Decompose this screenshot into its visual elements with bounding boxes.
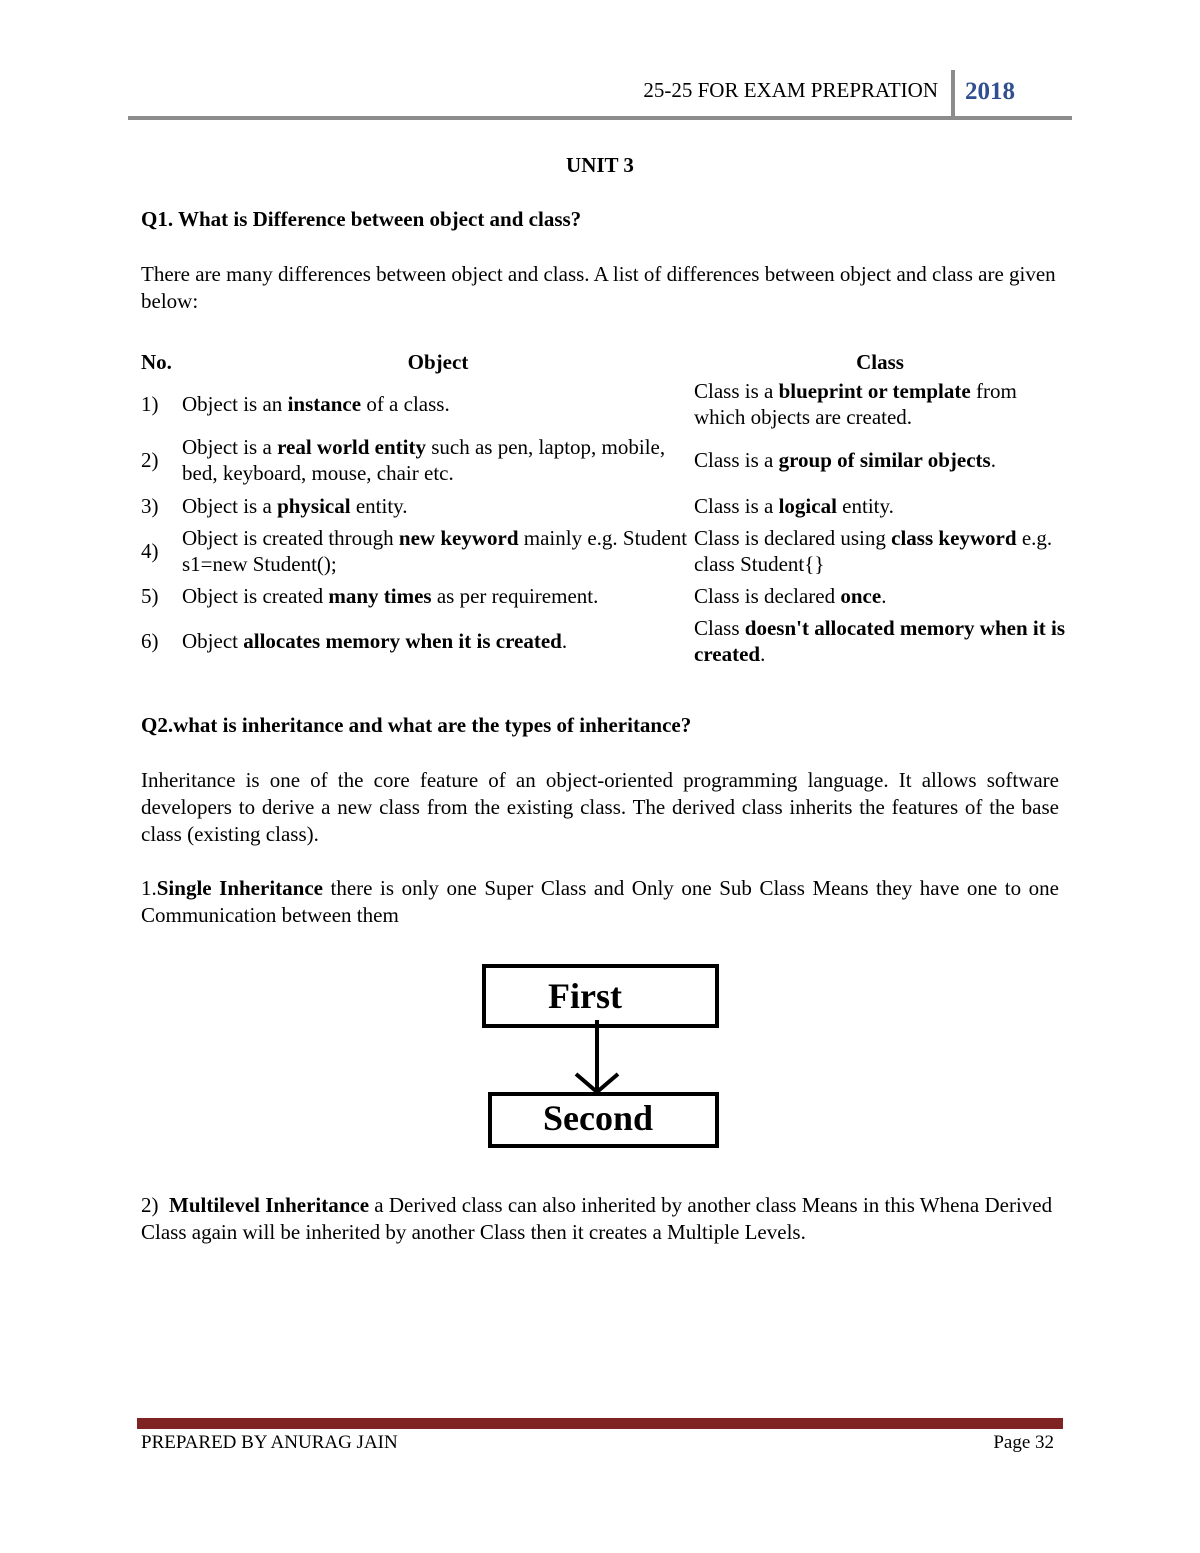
cell-class-segment: e.g. class Student{} (694, 526, 1053, 576)
header-title: 25-25 FOR EXAM PREPRATION (643, 78, 938, 102)
single-number: 1. (141, 876, 157, 900)
cell-object-segment: entity. (350, 494, 408, 518)
table-row (141, 490, 1066, 522)
page-number: Page 32 (993, 1432, 1054, 1453)
cell-class-segment: . (990, 448, 996, 472)
cell-no: 5) (141, 584, 159, 608)
header-class: Class (856, 350, 904, 374)
cell-object (182, 522, 694, 580)
cell-no: 6) (141, 629, 159, 653)
cell-object (182, 378, 694, 430)
cell-object-segment: as per requirement. (431, 584, 599, 608)
table-header-row (141, 346, 1066, 378)
cell-no: 3) (141, 494, 159, 518)
cell-class (694, 378, 1066, 430)
cell-class-segment: logical (778, 494, 837, 518)
q2-intro: Inheritance is one of the core feature of an object-oriented programming language. It allows software developers to derive a new class from the existing class. The derived class inherits the features of the base class (existing class). (141, 768, 1059, 846)
unit-title: UNIT 3 (566, 153, 634, 177)
table-row (141, 612, 1066, 670)
cell-class-segment: Class is a (694, 494, 779, 518)
single-text: there is only one Super Class and Only one Sub Class Means they have one to one Communication between them (141, 876, 1059, 927)
cell-object-segment: new keyword (398, 526, 519, 550)
cell-object-segment: real world entity (277, 435, 426, 459)
cell-class-segment: entity. (836, 494, 894, 518)
cell-class-segment: Class is a (694, 379, 779, 403)
cell-object (182, 490, 694, 522)
cell-class-segment: . (760, 642, 766, 666)
cell-object-segment: Object is created through (182, 526, 399, 550)
cell-class (694, 580, 1066, 612)
comparison-table (141, 346, 1066, 670)
cell-object-segment: Object is a (182, 494, 278, 518)
cell-class-segment: doesn't allocated memory when it is created (694, 616, 1065, 666)
cell-object (182, 612, 694, 670)
cell-no: 2) (141, 448, 159, 472)
header-rule (128, 116, 1072, 120)
cell-class-segment: Class is a (694, 448, 779, 472)
table-row (141, 378, 1066, 430)
table-body (141, 378, 1066, 670)
cell-object-segment: Object is created (182, 584, 329, 608)
cell-object-segment: mainly e.g. Student s1=new Student(); (182, 526, 688, 576)
table-row (141, 580, 1066, 612)
cell-class (694, 430, 1066, 490)
cell-object-segment: such as pen, laptop, mobile, bed, keyboard, mouse, chair etc. (182, 435, 666, 485)
cell-object-segment: of a class. (361, 392, 450, 416)
cell-object-segment: . (561, 629, 568, 653)
cell-class (694, 522, 1066, 580)
single-inheritance-diagram (480, 962, 730, 1152)
cell-class-segment: once (840, 584, 882, 608)
cell-object-segment: Object is a (182, 435, 278, 459)
multilevel-term: Multilevel Inheritance (169, 1193, 370, 1217)
multilevel-inheritance-paragraph (141, 1192, 1059, 1246)
cell-class-segment: group of similar objects (778, 448, 991, 472)
cell-object-segment: Object (182, 629, 244, 653)
cell-object-segment: instance (287, 392, 362, 416)
cell-no: 1) (141, 392, 159, 416)
header-separator (951, 70, 955, 118)
single-inheritance-paragraph (141, 875, 1059, 929)
cell-object-segment: physical (277, 494, 351, 518)
cell-object-segment: many times (328, 584, 432, 608)
table-row (141, 430, 1066, 490)
header-object: Object (407, 350, 469, 374)
cell-no: 4) (141, 539, 159, 563)
cell-class (694, 490, 1066, 522)
cell-object (182, 430, 694, 490)
header-year: 2018 (965, 78, 1015, 105)
footer-rule (137, 1418, 1063, 1429)
cell-class (694, 612, 1066, 670)
single-term: Single Inheritance (156, 876, 323, 900)
cell-class-segment: . (881, 584, 887, 608)
cell-class-segment: from which objects are created. (694, 379, 1017, 429)
table-row (141, 522, 1066, 580)
cell-class-segment: Class (694, 616, 745, 640)
question-1: Q1. What is Difference between object and class? (141, 207, 582, 231)
q1-intro: There are many differences between object and class. A list of differences between object and class are given below: (141, 262, 1056, 313)
first-box-label: First (548, 976, 622, 1016)
second-box-label: Second (542, 1098, 654, 1138)
cell-object (182, 580, 694, 612)
cell-class-segment: Class is declared (694, 584, 841, 608)
multilevel-text: a Derived class can also inherited by another class Means in this Whena Derived Class again will be inherited by another Class then it creates a Multiple Levels. (141, 1193, 1053, 1244)
cell-class-segment: blueprint or template (778, 379, 971, 403)
cell-object-segment: Object is an (182, 392, 288, 416)
cell-object-segment: allocates memory when it is created (243, 629, 562, 653)
footer-author: PREPARED BY ANURAG JAIN (141, 1432, 398, 1453)
cell-class-segment: class keyword (891, 526, 1017, 550)
header-no: No. (141, 350, 172, 374)
cell-class-segment: Class is declared using (694, 526, 892, 550)
question-2: Q2.what is inheritance and what are the types of inheritance? (141, 713, 692, 737)
multilevel-number: 2) (141, 1193, 169, 1217)
